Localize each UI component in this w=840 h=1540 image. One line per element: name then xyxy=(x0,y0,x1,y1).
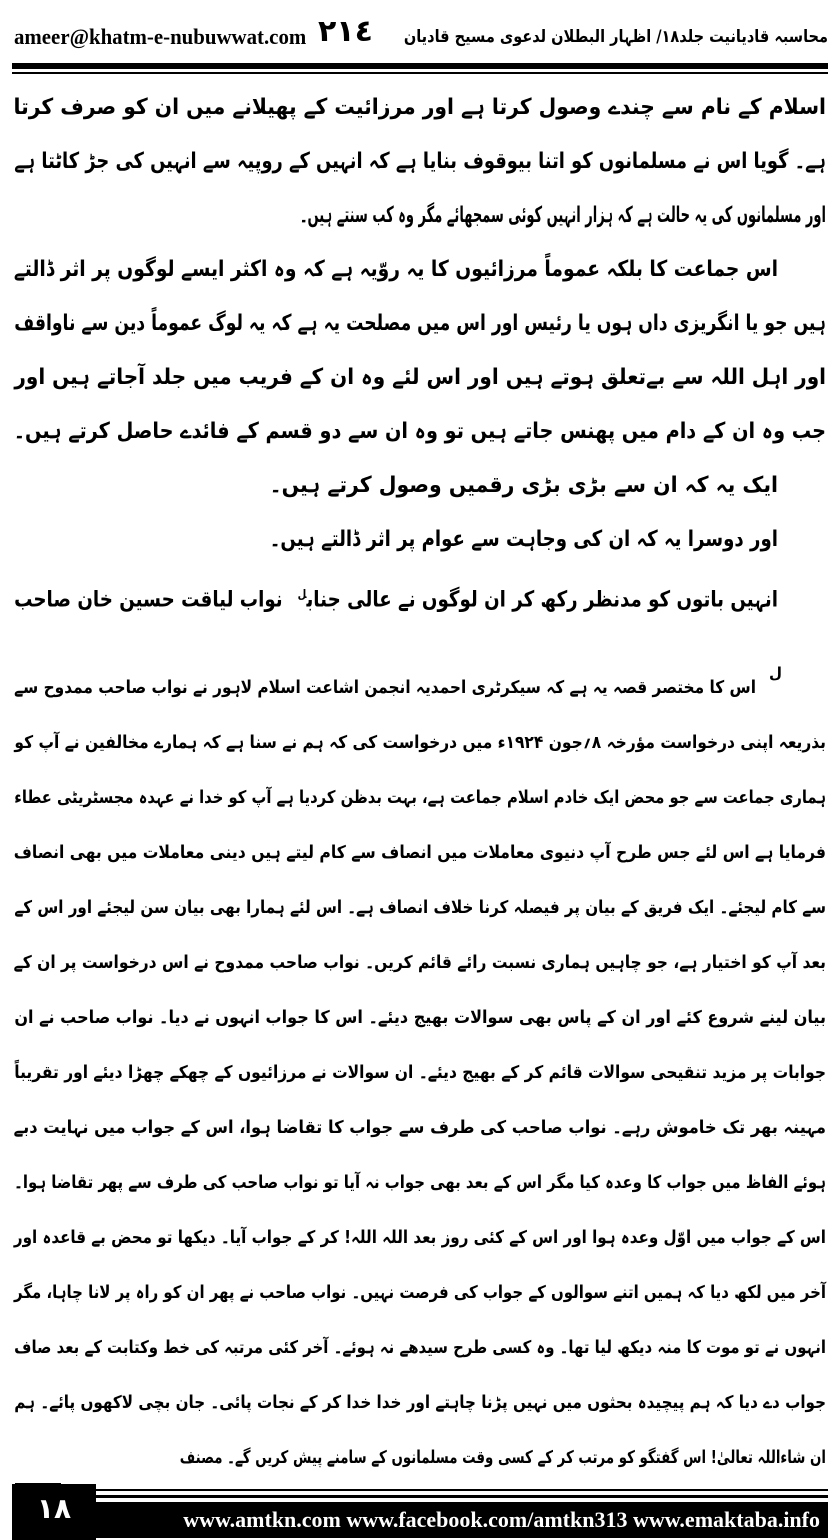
main-line: اس جماعت کا بلکہ عموماً مرزائیوں کا یہ روّیہ ہے کہ وہ اکثر ایسے لوگوں پر اثر ڈالتے xyxy=(13,257,779,282)
main-line xyxy=(14,574,778,614)
footer-rule xyxy=(96,1489,828,1491)
main-line: اور اہل اللہ سے بےتعلق ہوتے ہیں اور اس لئے وہ ان کے فریب میں جلد آجاتے ہیں اور xyxy=(14,365,827,390)
header-book-title: محاسبہ قادیانیت جلد١٨/ اظہار البطلان لدعوی مسیح قادیان xyxy=(403,27,828,47)
main-line: جب وہ ان کے دام میں پھنس جاتے ہیں تو وہ ان سے دو قسم کے فائدے حاصل کرتے ہیں۔ xyxy=(13,419,826,444)
header-rule-thick xyxy=(12,63,828,69)
footnote-marker: ل xyxy=(768,664,782,682)
footnote-line: بعد آپ کو اختیار ہے، جو چاہیں ہماری نسبت رائے قائم کریں۔ نواب صاحب ممدوح نے اس درخواست پر ان کے xyxy=(13,953,827,973)
main-line: ہیں جو یا انگریزی داں ہوں یا رئیس اور اس میں مصلحت یہ ہے کہ یہ لوگ عموماً دین سے ناواقف xyxy=(14,311,827,336)
footnote-reference: ل xyxy=(297,587,307,601)
main-line: ہے۔ گویا اس نے مسلمانوں کو اتنا بیوقوف بنایا ہے کہ انہیں کے روپیہ سے انہیں کی جڑ کاٹتا ہے xyxy=(14,149,827,174)
footnote-line: ہوئے الفاظ میں جواب کا وعدہ کیا مگر اس کے بعد بھی جواب نہ آیا تو نواب صاحب کی طرف سے پھر تقاضا ہوا۔ xyxy=(14,1173,827,1193)
main-line-text: انہیں باتوں کو مدنظر رکھ کر ان لوگوں نے عالی جناب xyxy=(306,587,778,613)
footer-links: www.amtkn.com www.facebook.com/amtkn313 www.emaktaba.info xyxy=(96,1502,828,1538)
footnote-line: جواب دے دیا کہ ہم پیچیدہ بحثوں میں نہیں پڑنا چاہتے اور خدا خدا کر کے نجات پائی۔ جان بچی لاکھوں پائے۔ ہم xyxy=(14,1393,826,1413)
header-rule-thin xyxy=(12,72,828,74)
header-email: ameer@khatm-e-nubuwwat.com xyxy=(14,24,307,49)
footnote-line: مہینہ بھر تک خاموش رہے۔ نواب صاحب کی طرف سے جواب کا تقاضا ہوا، اس کے جواب میں نہایت دبے xyxy=(13,1118,827,1138)
footnote-line: جوابات پر مزید تنقیحی سوالات قائم کر کے بھیج دیئے۔ ان سوالات نے مرزائیوں کے چھکے چھڑا دیئے اور تقریباً xyxy=(14,1063,826,1083)
header-page-number: ٢١٤ xyxy=(318,14,373,49)
main-line: ایک یہ کہ ان سے بڑی بڑی رقمیں وصول کرتے ہیں۔ xyxy=(269,473,778,498)
footnote-line: بذریعہ اپنی درخواست مؤرخہ ۸؍جون ۱۹۲۴ء میں درخواست کی کہ ہم نے سنا ہے کہ ہمارے مخالفین نے آپ کو xyxy=(14,733,826,753)
footnote-line: آخر میں لکھ دیا کہ ہمیں اتنے سوالوں کے جواب کی فرصت نہیں۔ نواب صاحب نے پھر ان کو راہ پر لانا چاہا، مگر xyxy=(14,1283,827,1303)
footnote-line: اس کے جواب میں اوّل وعدہ ہوا اور اس کے کئی روز بعد اللہ اللہ! کر کے جواب آیا۔ دیکھا تو محض بے قاعدہ اور xyxy=(13,1228,826,1248)
main-line-name: نواب لیاقت حسین خان صاحب xyxy=(14,587,283,613)
main-line: اسلام کے نام سے چندے وصول کرتا ہے اور مرزائیت کے پھیلانے میں ان کو صرف کرتا xyxy=(13,95,827,120)
footnote-line: سے کام لیجئے۔ ایک فریق کے بیان پر فیصلہ کرنا خلاف انصاف ہے۔ اس لئے ہمارا بھی بیان سن لیجئے اور اس کے xyxy=(14,898,827,918)
footnote-line: ہماری جماعت سے جو محض ایک خادم اسلام جماعت ہے، بہت بدظن کردیا ہے آپ کو خدا نے عہدہ مجسٹریٹی عطاء xyxy=(14,788,826,808)
footer-rule xyxy=(96,1495,828,1498)
main-line: اور دوسرا یہ کہ ان کی وجاہت سے عوام پر اثر ڈالتے ہیں۔ xyxy=(269,527,778,552)
footnote-line: ان شاءاللہ تعالیٰ! اس گفتگو کو مرتب کر کے کسی وقت مسلمانوں کے سامنے پیش کریں گے۔ مصنف xyxy=(179,1448,826,1468)
main-line: اور مسلمانوں کی یہ حالت ہے کہ ہزار انہیں کوئی سمجھائے مگر وہ کب سنتے ہیں۔ xyxy=(299,203,826,228)
footnote-line: بیان لینے شروع کئے اور ان کے پاس بھی سوالات بھیج دیئے۔ اس کا جواب انہوں نے دیا۔ نواب صاحب نے ان xyxy=(14,1008,827,1028)
footnote-line: فرمایا ہے اس لئے جس طرح آپ دنیوی معاملات میں انصاف سے کام لیتے ہیں دینی معاملات میں بھی انصاف xyxy=(13,843,826,863)
footnote-line: انہوں نے تو موت کا منہ دیکھ لیا تھا۔ وہ کسی طرح سیدھے نہ ہوئے۔ آخر کئی مرتبہ کی خط وکتابت کے بعد صاف xyxy=(14,1338,827,1358)
footer-page-number: ١٨ xyxy=(12,1484,96,1540)
footnote-line: اس کا مختصر قصہ یہ ہے کہ سیکرٹری احمدیہ انجمن اشاعت اسلام لاہور نے نواب صاحب ممدوح سے xyxy=(14,678,757,698)
